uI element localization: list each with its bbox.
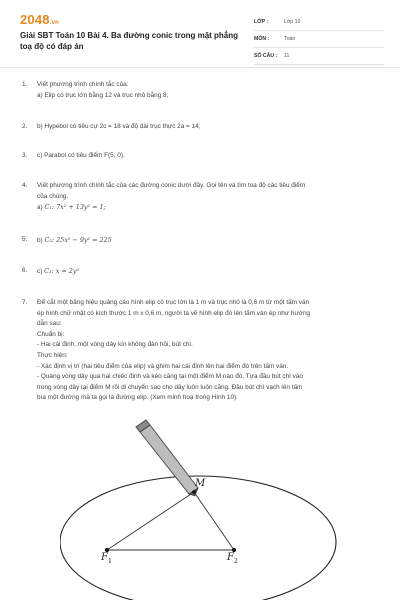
meta-row-class xyxy=(254,14,384,31)
question-line: của chúng. xyxy=(37,192,69,200)
question-number: 7. xyxy=(22,299,28,306)
question-line: - Xác định vị trí (hai tiêu điểm của elip) và ghim hai cái đinh lên hai điểm đó trên tấm ván. xyxy=(37,362,289,370)
label-f1 xyxy=(101,552,112,565)
label-f1-sub: 1 xyxy=(107,558,112,565)
label-f2 xyxy=(227,552,238,565)
question-number: 2. xyxy=(22,123,28,130)
item-prefix: b) xyxy=(37,237,45,244)
meta-value: Lớp 10 xyxy=(284,19,301,25)
label-m: M xyxy=(195,478,206,489)
question-line: c) Parabol có tiêu điểm F(5; 0). xyxy=(37,152,125,159)
page-title: Giải SBT Toán 10 Bài 4. Ba đường conic trong mặt phẳng toạ độ có đáp án xyxy=(20,31,239,51)
question-text xyxy=(37,235,395,247)
question-line: trong vòng dây tại điểm M rồi di chuyển sao cho dây luôn luôn căng. Đầu bút chì vạch lên tấm xyxy=(37,383,303,391)
label-f2-sub: 2 xyxy=(233,558,238,565)
meta-value: Toán xyxy=(284,36,296,42)
conic-equation: C₃: x = 2y² xyxy=(44,267,80,275)
ellipse-figure xyxy=(60,412,360,600)
point-m xyxy=(192,490,196,494)
meta-table xyxy=(254,14,384,65)
question-number: 6. xyxy=(22,267,28,274)
pencil-icon xyxy=(136,420,198,496)
question-line: ép hình chữ nhật có kích thước 1 m x 0,6 m, người ta vẽ hình elip đó lên tấm ván ép như hướng xyxy=(37,309,311,317)
page-header xyxy=(0,0,400,66)
question-text xyxy=(37,266,395,278)
question-line: - Hai cái đinh, một vòng dây kín không đàn hồi, bút chì. xyxy=(37,341,193,349)
question-line: - Quàng vòng dây qua hai chiếc đinh và kéo căng tại một điểm M nào đó. Tựa đầu bút chì vào xyxy=(37,373,303,381)
site-logo[interactable] xyxy=(20,12,59,27)
item-prefix: c) xyxy=(37,268,45,275)
question-line: dẫn sau: xyxy=(37,320,62,328)
question-line: b) Hypebol có tiêu cự 2c = 18 và độ dài trục thực 2a = 14; xyxy=(37,123,201,130)
conic-equation: C₁: 7x² + 13y² = 1; xyxy=(44,203,106,212)
question-number: 5. xyxy=(22,236,28,243)
header-divider xyxy=(0,67,400,68)
meta-label: LỚP : xyxy=(254,19,269,25)
label-f1-letter: F xyxy=(101,552,108,563)
meta-row-count xyxy=(254,48,384,65)
question-line: Thực hiện: xyxy=(37,351,68,359)
question-number: 3. xyxy=(22,152,28,159)
label-f2-letter: F xyxy=(227,552,234,563)
conic-equation: C₂: 25x² − 9y² = 225 xyxy=(44,236,112,244)
question-number: 1. xyxy=(22,81,28,88)
question-text xyxy=(37,122,395,133)
meta-label: SỐ CÂU : xyxy=(254,53,278,59)
question-line: Chuẩn bị: xyxy=(37,330,65,338)
question-line xyxy=(37,202,395,214)
question-number: 4. xyxy=(22,182,28,189)
string-segment-m-f2 xyxy=(194,492,234,550)
logo-tld: .vn xyxy=(49,20,60,26)
question-line: Để cắt một bảng hiệu quảng cáo hình elip có trục lớn là 1 m và trục nhỏ là 0,6 m từ một tấm ván xyxy=(37,299,310,306)
logo-text: 2048 xyxy=(20,12,50,27)
item-prefix: a) xyxy=(37,204,45,212)
question-line xyxy=(37,266,395,278)
question-line: a) Elip có trục lớn bằng 12 và trục nhỏ bằng 8; xyxy=(37,91,169,99)
ellipse-diagram xyxy=(60,412,360,600)
meta-label: MÔN : xyxy=(254,36,270,42)
ellipse-shape xyxy=(60,476,336,600)
question-line xyxy=(37,235,395,247)
meta-row-subject xyxy=(254,31,384,48)
question-text xyxy=(37,298,395,404)
question-line: bìa một đường mà ta gọi là đường elip. (Xem minh hoạ trong Hình 10). xyxy=(37,394,238,402)
meta-value: 11 xyxy=(284,53,290,59)
question-text xyxy=(37,80,395,101)
question-line: Viết phương trình chính tắc của các đường conic dưới đây. Gọi tên và tìm toạ độ các tiêu điểm xyxy=(37,182,306,189)
question-line: Viết phương trình chính tắc của: xyxy=(37,81,129,88)
question-text xyxy=(37,151,395,162)
string-segment-f1-m xyxy=(107,492,194,550)
question-text xyxy=(37,181,395,214)
